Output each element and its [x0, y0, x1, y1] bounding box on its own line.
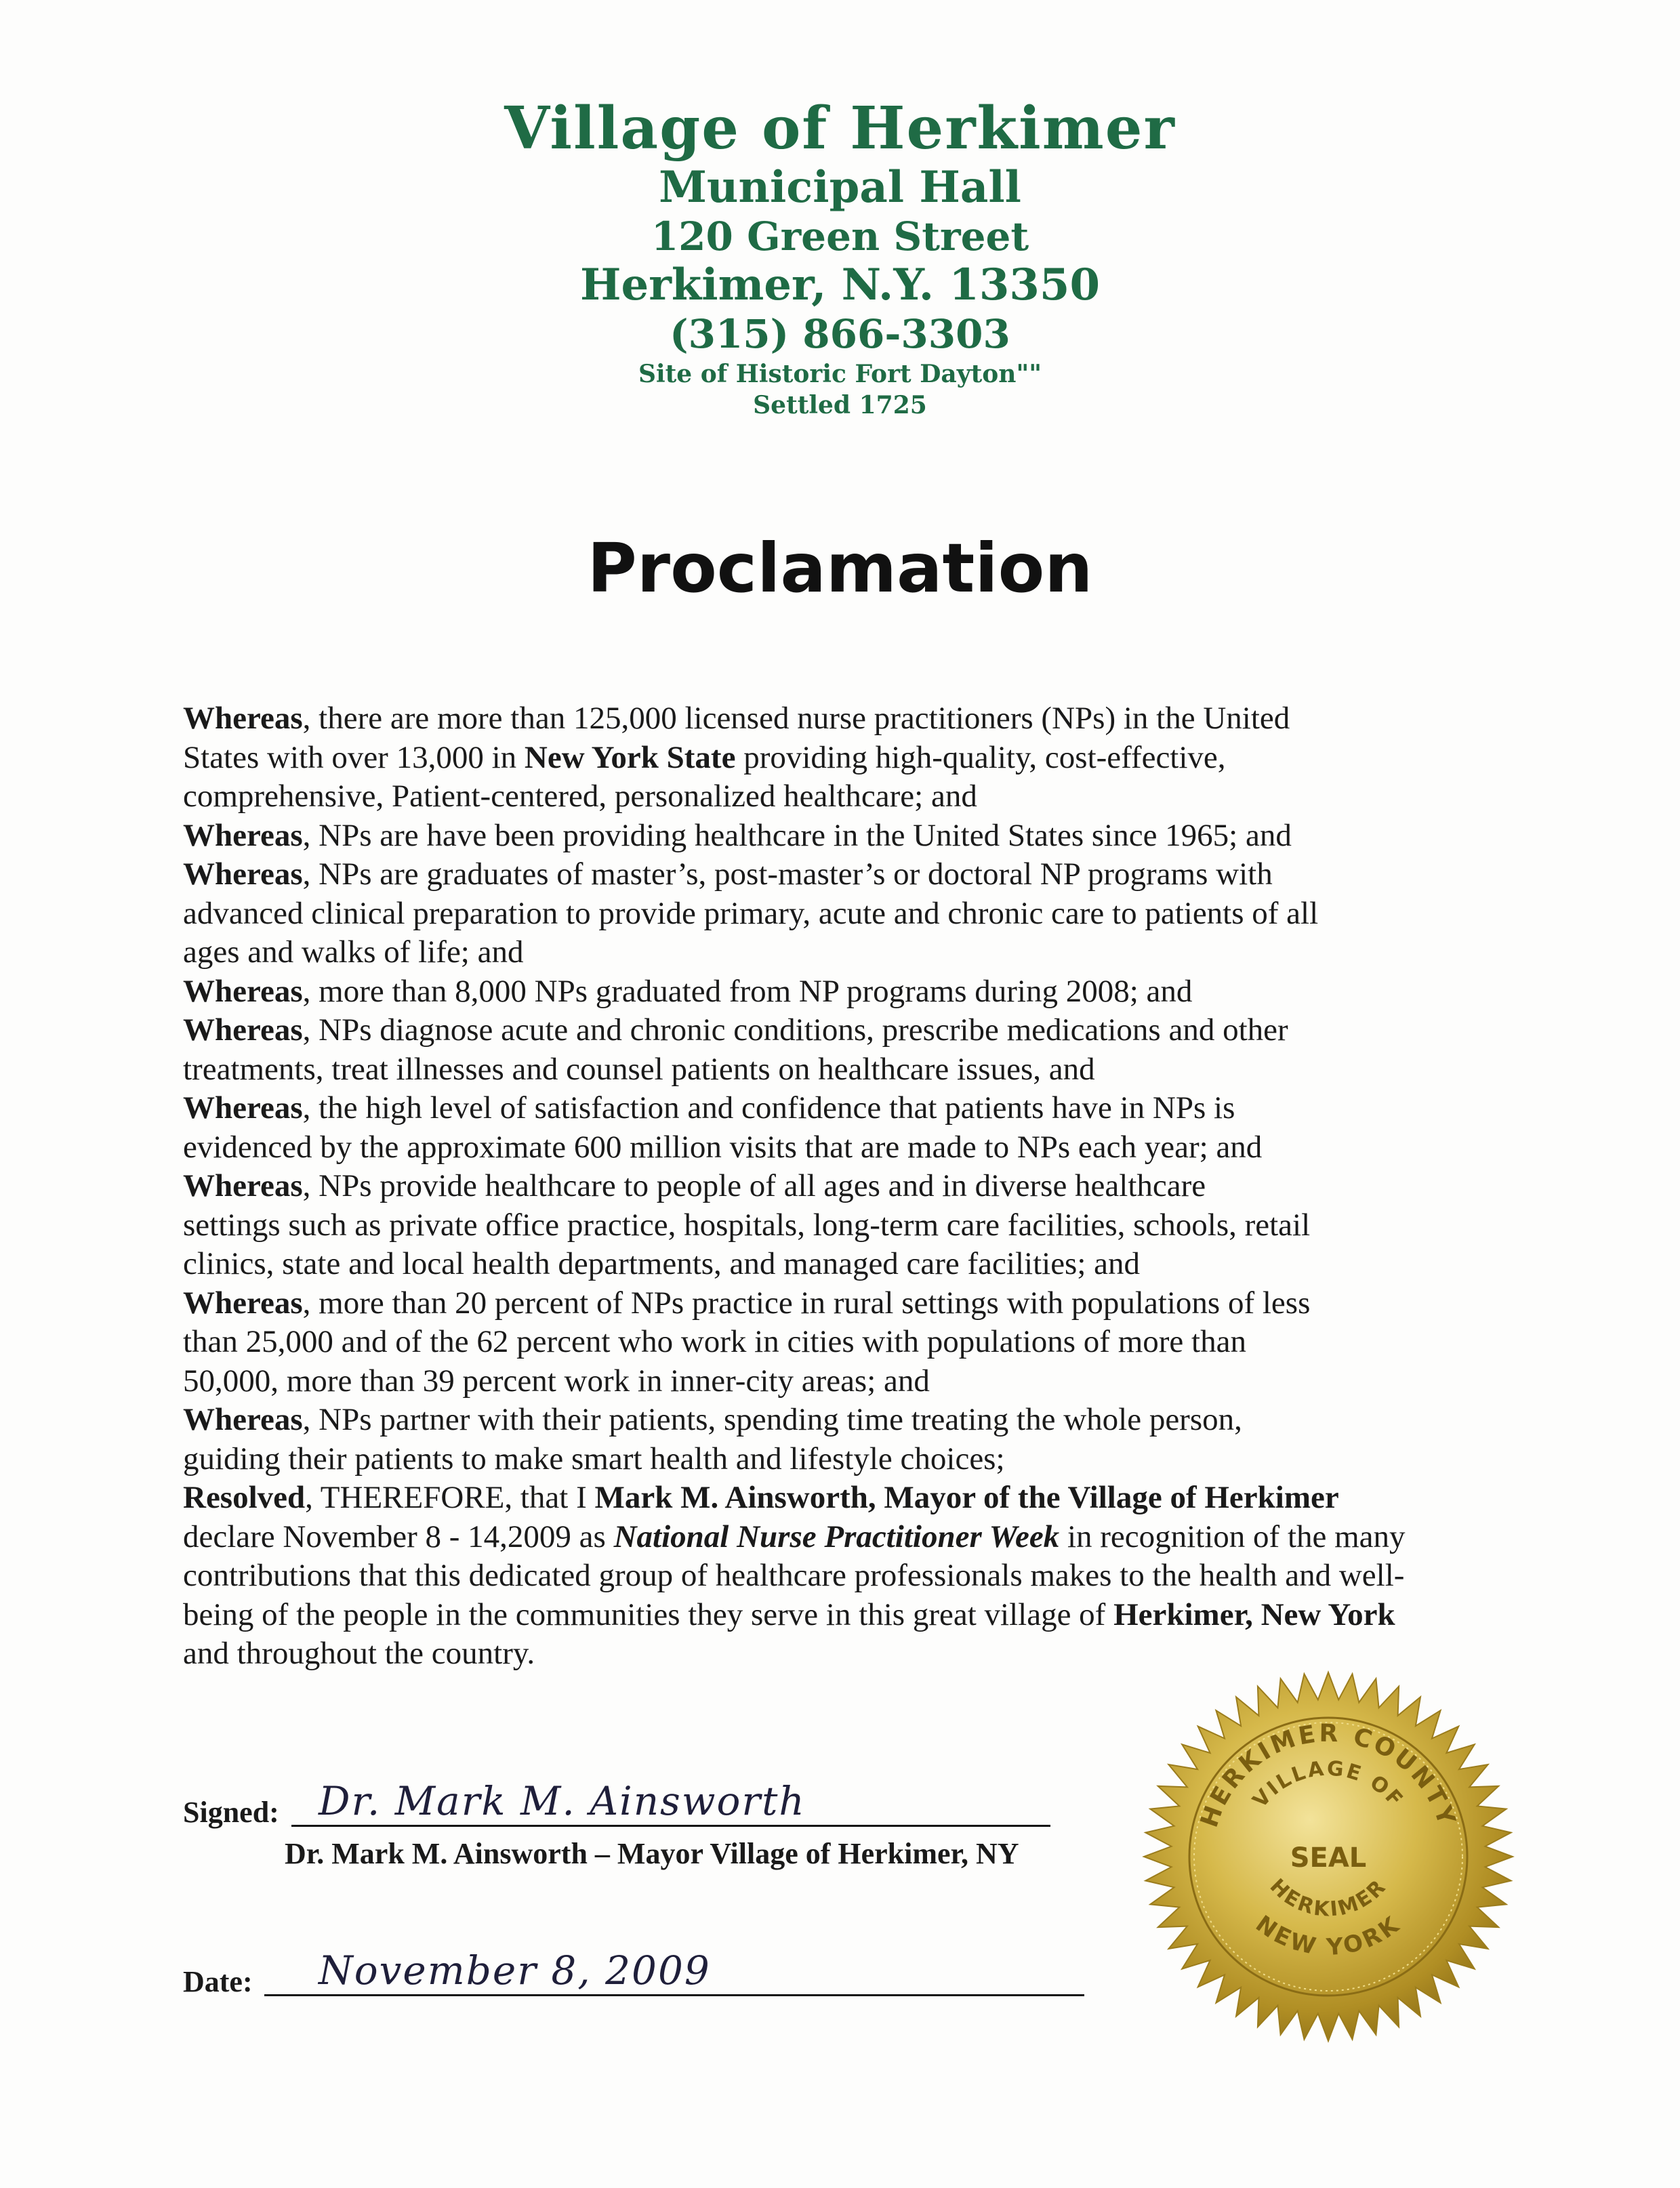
paragraph-line: 50,000, more than 39 percent work in inner-city areas; and [183, 1363, 930, 1399]
mayor-title-line: Dr. Mark M. Ainsworth – Mayor Village of Herkimer, NY [285, 1837, 1019, 1870]
paragraph-line [183, 1011, 1484, 1050]
paragraph-line [183, 739, 1484, 778]
paragraph-line: comprehensive, Patient-centered, personalized healthcare; and [183, 779, 977, 814]
seal-inner-text: VILLAGE OF [1248, 1756, 1409, 1813]
city-address: Herkimer, N.Y. 13350 [580, 260, 1100, 310]
body-text: , THEREFORE, that I [305, 1480, 595, 1515]
body-text: declare November 8 - 14,2009 as [183, 1519, 614, 1554]
phone-number: (315) 866-3303 [670, 311, 1010, 357]
date-handwriting: November 8, 2009 [319, 1947, 711, 1994]
paragraph-line: contributions that this dedicated group of healthcare professionals makes to the health and well- [183, 1558, 1405, 1593]
paragraph-line [183, 972, 1484, 1012]
signature-handwriting: Dr. Mark M. Ainsworth [319, 1778, 806, 1824]
seal-bottom-text-2: NEW YORK [1250, 1910, 1406, 1962]
whereas-label: Whereas [183, 817, 303, 853]
seal-top-text: HERKIMER COUNTY [1195, 1719, 1461, 1832]
paragraph-line: guiding their patients to make smart health and lifestyle choices; [183, 1441, 1005, 1477]
proclamation-body [183, 699, 1484, 1674]
whereas-label: Whereas [183, 1090, 303, 1126]
body-text: , NPs partner with their patients, spending time treating the whole person, [302, 1402, 1242, 1437]
body-text: , there are more than 125,000 licensed nurse practitioners (NPs) in the United [302, 701, 1290, 736]
paragraph-line [183, 1284, 1484, 1323]
paragraph-line [183, 1518, 1484, 1557]
body-text: , NPs are have been providing healthcare in the United States since 1965; and [302, 817, 1292, 853]
gold-seal-icon [1139, 1667, 1518, 2046]
date-line [264, 1994, 1084, 1996]
emphasis-text: New York State [524, 739, 736, 775]
body-text: States with over 13,000 in [183, 739, 525, 775]
paragraph-line [183, 1596, 1484, 1635]
whereas-label: Whereas [183, 1012, 303, 1048]
paragraph-line: evidenced by the approximate 600 million visits that are made to NPs each year; and [183, 1129, 1263, 1165]
paragraph-line: and throughout the country. [183, 1636, 535, 1671]
body-text: being of the people in the communities they serve in this great village of [183, 1596, 1114, 1632]
municipal-hall: Municipal Hall [659, 162, 1021, 213]
body-text: providing high-quality, cost-effective, [735, 739, 1226, 775]
paragraph-line [183, 699, 1484, 739]
mayor-name-text: Mark M. Ainsworth, Mayor of the Village of Herkimer [594, 1480, 1339, 1515]
paragraph-line: ages and walks of life; and [183, 934, 524, 970]
body-text: in recognition of the many [1059, 1519, 1406, 1554]
signature-block [183, 1775, 1132, 1999]
body-text: , NPs provide healthcare to people of all ages and in diverse healthcare [302, 1168, 1206, 1203]
paragraph-line [183, 1167, 1484, 1206]
body-text: , more than 20 percent of NPs practice in rural settings with populations of less [302, 1285, 1311, 1321]
whereas-label: Whereas [183, 1402, 303, 1437]
date-label: Date: [183, 1965, 253, 1998]
paragraph-line: settings such as private office practice, hospitals, long-term care facilities, schools, retail [183, 1207, 1311, 1243]
signature-line [291, 1825, 1050, 1827]
page-title: Proclamation [587, 529, 1093, 608]
paragraph-line: than 25,000 and of the 62 percent who work in cities with populations of more than [183, 1324, 1246, 1359]
paragraph-line: clinics, state and local health departments, and managed care facilities; and [183, 1246, 1141, 1281]
seal-bottom-text: HERKIMER [1265, 1874, 1392, 1922]
paragraph-line [183, 817, 1484, 856]
place-name-text: Herkimer, New York [1113, 1596, 1395, 1632]
historic-site: Site of Historic Fort Dayton"" [638, 360, 1042, 388]
whereas-label: Whereas [183, 1285, 303, 1321]
paragraph-line [183, 1479, 1484, 1518]
resolved-label: Resolved [183, 1480, 306, 1515]
paragraph-line: advanced clinical preparation to provide primary, acute and chronic care to patients of all [183, 895, 1319, 931]
paragraph-line: treatments, treat illnesses and counsel patients on healthcare issues, and [183, 1051, 1095, 1087]
settled-year: Settled 1725 [753, 391, 927, 419]
village-name: Village of Herkimer [504, 94, 1176, 163]
week-name-text: National Nurse Practitioner Week [613, 1519, 1060, 1554]
paragraph-line [183, 1401, 1484, 1440]
seal-center-text: SEAL [1290, 1842, 1367, 1874]
body-text: , NPs diagnose acute and chronic conditions, prescribe medications and other [302, 1012, 1288, 1048]
signed-label: Signed: [183, 1796, 279, 1829]
date-row [183, 1945, 1132, 1999]
street-address: 120 Green Street [651, 213, 1029, 260]
body-text: , the high level of satisfaction and confidence that patients have in NPs is [302, 1090, 1235, 1126]
whereas-label: Whereas [183, 856, 303, 892]
letterhead [0, 95, 1680, 420]
body-text: , more than 8,000 NPs graduated from NP programs during 2008; and [302, 973, 1193, 1009]
body-text: , NPs are graduates of master’s, post-master’s or doctoral NP programs with [302, 856, 1273, 892]
paragraph-line [183, 1089, 1484, 1128]
signed-row [183, 1775, 1132, 1830]
whereas-label: Whereas [183, 973, 303, 1009]
whereas-label: Whereas [183, 1168, 303, 1203]
paragraph-line [183, 855, 1484, 894]
whereas-label: Whereas [183, 701, 303, 736]
